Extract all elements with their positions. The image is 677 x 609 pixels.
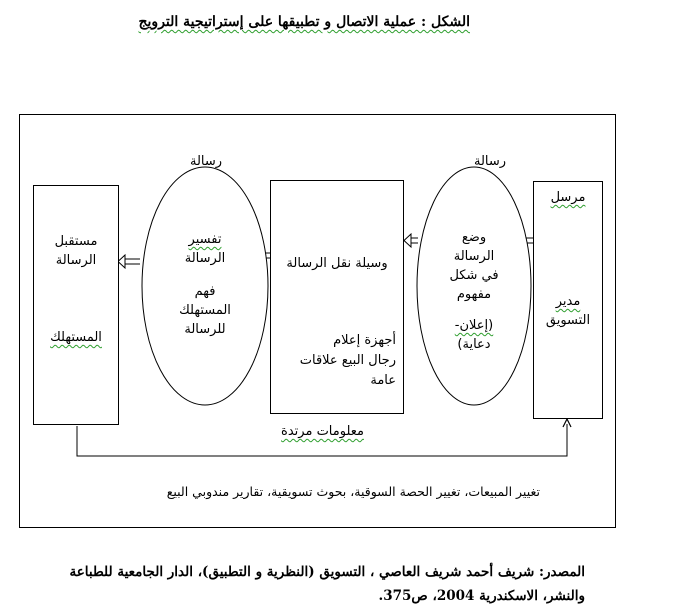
channel-media: أجهزة إعلام رجال البيع علاقات عامة xyxy=(299,333,396,388)
encoding-text: وضع الرسالة في شكل مفهوم (إعلان- دعاية) xyxy=(449,230,499,352)
sender-role: مدير التسويق xyxy=(545,294,591,328)
receiver-consumer: المستهلك xyxy=(50,330,102,345)
label-message-left: رسالة xyxy=(190,154,223,169)
feedback-label: معلومات مرتدة xyxy=(281,424,364,439)
channel-title: وسيلة نقل الرسالة xyxy=(286,256,388,271)
diagram-title: الشكل : عملية الاتصال و تطبيقها على إستراتيجية الترويج xyxy=(138,14,470,30)
decoding-text: تفسير الرسالة فهم المستهلك للرسالة xyxy=(179,232,231,337)
source-citation: المصدر: شريف أحمد شريف العاصي ، التسويق (النظرية و التطبيق)، الدار الجامعية للطباعة والنشر، الاسكندرية 2004، ص375. xyxy=(69,564,585,604)
sender-title: مرسل xyxy=(550,190,586,205)
arrow-encoding-to-channel xyxy=(404,234,418,247)
feedback-details: تغيير المبيعات، تغيير الحصة السوقية، بحوث تسويقية، تقارير مندوبي البيع xyxy=(166,484,540,499)
label-message-right: رسالة xyxy=(474,154,507,169)
receiver-title: مستقبل الرسالة xyxy=(54,234,98,268)
arrow-decoding-to-receiver xyxy=(118,255,140,268)
receiver-box xyxy=(33,185,119,425)
